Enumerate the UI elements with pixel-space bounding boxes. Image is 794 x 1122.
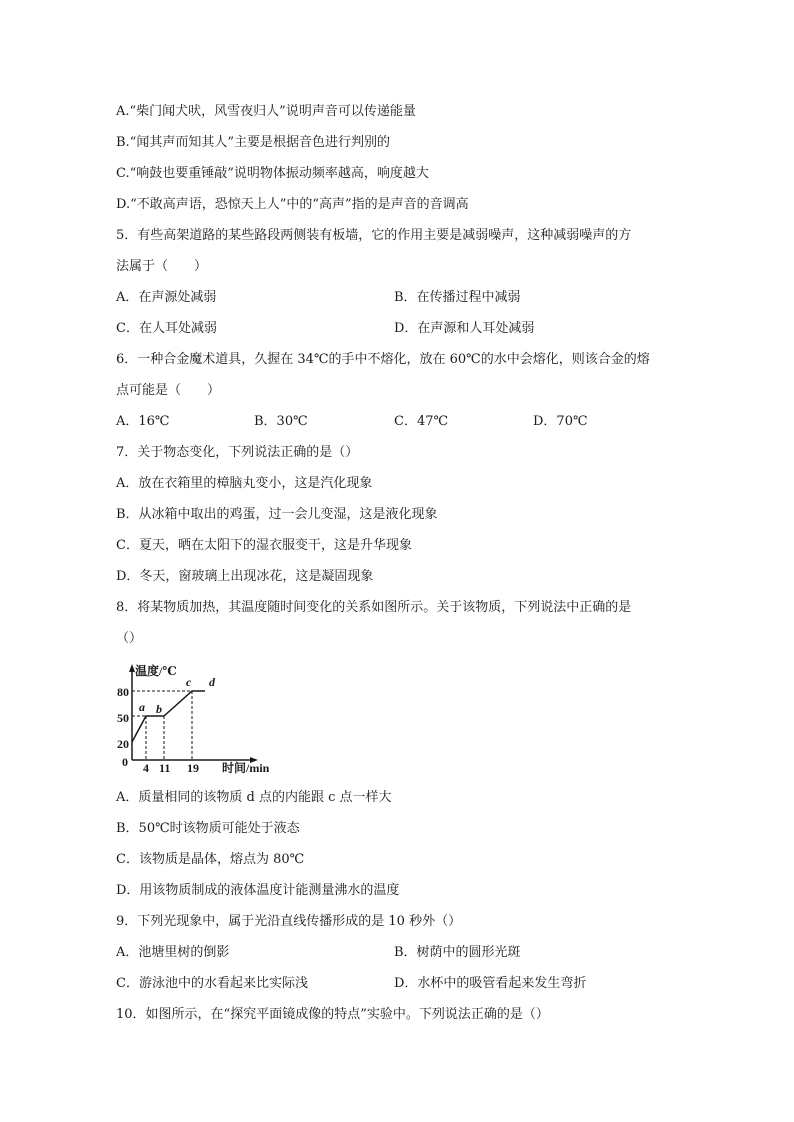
q5-option-a: A．在声源处减弱 [116,290,217,305]
temperature-time-graph [112,660,272,778]
q5-stem-line2: 法属于（ ） [116,259,208,274]
q9-option-d: D．水杯中的吸管看起来发生弯折 [394,976,587,991]
q8-option-d: D．用该物质制成的液体温度计能测量沸水的温度 [116,883,400,898]
q8-option-a: A．质量相同的该物质 d 点的内能跟 c 点一样大 [116,790,392,805]
q6-option-d: D．70℃ [533,414,588,429]
q5-option-d: D．在声源和人耳处减弱 [394,321,535,336]
q6-option-a: A．16℃ [116,414,170,429]
q6-stem-line2: 点可能是（ ） [116,383,221,398]
q7-option-b: B．从冰箱中取出的鸡蛋，过一会儿变湿，这是液化现象 [116,507,438,522]
y-tick-80: 80 [117,685,129,699]
y-axis-label: 温度/℃ [135,664,177,678]
q5-stem-line1: 5．有些高架道路的某些路段两侧装有板墙，它的作用主要是减弱噪声，这种减弱噪声的方 [116,228,632,243]
point-label-b: b [156,702,162,716]
q4-option-d: D.“不敢高声语，恐惊天上人”中的“高声”指的是声音的音调高 [116,197,469,212]
y-tick-20: 20 [117,737,129,751]
q8-stem-line2: （） [116,631,143,646]
q7-stem: 7．关于物态变化，下列说法正确的是（） [116,445,359,460]
x-tick-0: 0 [122,755,128,769]
q5-option-b: B．在传播过程中减弱 [394,290,521,305]
q6-option-b: B．30℃ [254,414,308,429]
q8-option-c: C．该物质是晶体，熔点为 80℃ [116,852,305,867]
x-axis-label: 时间/min [222,761,270,775]
q8-stem-line1: 8．将某物质加热，其温度随时间变化的关系如图所示。关于该物质，下列说法中正确的是 [116,600,632,615]
point-label-a: a [139,700,145,714]
q5-option-c: C．在人耳处减弱 [116,321,217,336]
x-tick-19: 19 [187,761,199,775]
q7-option-a: A．放在衣箱里的樟脑丸变小，这是汽化现象 [116,476,373,491]
q8-option-b: B．50℃时该物质可能处于液态 [116,821,300,836]
q7-option-d: D．冬天，窗玻璃上出现冰花，这是凝固现象 [116,569,374,584]
q4-option-b: B.“闻其声而知其人”主要是根据音色进行判别的 [116,135,390,150]
x-tick-4: 4 [143,761,149,775]
y-tick-50: 50 [117,711,129,725]
q6-stem-line1: 6．一种合金魔术道具，久握在 34℃的手中不熔化，放在 60℃的水中会熔化，则该合金的熔 [116,352,650,367]
q4-option-a: A.“柴门闻犬吠，风雪夜归人”说明声音可以传递能量 [116,104,416,119]
q9-option-b: B．树荫中的圆形光斑 [394,945,521,960]
point-label-d: d [209,675,215,689]
point-label-c: c [186,675,192,689]
q9-stem: 9．下列光现象中，属于光沿直线传播形成的是 10 秒外（） [116,914,462,929]
q9-option-a: A．池塘里树的倒影 [116,945,230,960]
q10-stem: 10．如图所示，在“探究平面镜成像的特点”实验中。下列说法正确的是（） [116,1007,549,1022]
q9-option-c: C．游泳池中的水看起来比实际浅 [116,976,308,991]
x-tick-11: 11 [159,761,171,775]
q7-option-c: C．夏天，晒在太阳下的湿衣服变干，这是升华现象 [116,538,412,553]
q6-option-c: C．47℃ [394,414,449,429]
q4-option-c: C.“响鼓也要重锤敲”说明物体振动频率越高，响度越大 [116,166,429,181]
